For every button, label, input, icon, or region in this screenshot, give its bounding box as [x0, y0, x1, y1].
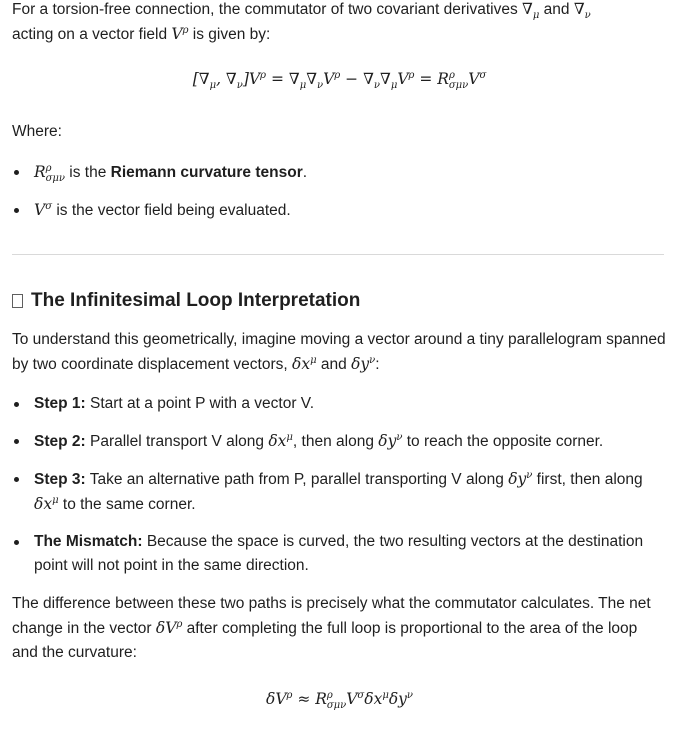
- list-item: Step 2: Parallel transport V along $\delta x^\mu$, then along $\delta y^\nu$ to reach the opposite corner.: [12, 429, 667, 454]
- where-label: Where:: [12, 123, 62, 140]
- intro-text-4: is given by:: [188, 26, 271, 43]
- section-divider: [12, 254, 664, 255]
- vector-v-rho: $V^\rho$: [171, 24, 189, 43]
- list-item: The Mismatch: Because the space is curved, the two resulting vectors at the destination point will not point in the same direction.: [12, 530, 667, 578]
- intro-paragraph: [12, 0, 667, 47]
- commutator-equation: [$\nabla_\mu$, $\nabla_\nu]V^\rho = \nabla_\mu\nabla_\nu V^\rho - \nabla_\nu\nabla_\mu V^\rho = R^\rho_{\sigma\mu\nu}V^\sigma$: [192, 69, 487, 92]
- list-item: $V^\sigma$ is the vector field being evaluated.: [12, 198, 667, 223]
- intro-text-3: acting on a vector field: [12, 26, 172, 43]
- section-heading: The Infinitesimal Loop Interpretation: [12, 288, 360, 314]
- definition-list: [12, 160, 667, 236]
- missing-glyph-icon: [12, 294, 23, 308]
- list-item: Step 1: Start at a point P with a vector V.: [12, 392, 667, 416]
- nabla-nu: $\nabla_\nu$: [573, 0, 591, 22]
- loop-equation: $\delta V^\rho \approx R^\rho_{\sigma\mu\nu}V^\sigma\delta x^\mu\delta y^\nu$: [265, 689, 414, 712]
- steps-list: [12, 392, 667, 591]
- difference-paragraph: The difference between these two paths is precisely what the commutator calculates. The net change in the vector $\delta V^\rho$ after completing the full loop is proportional to the area of the loop and the curvature:: [12, 595, 651, 661]
- list-item: $R^\rho_{\sigma\mu\nu}$ is the Riemann curvature tensor.: [12, 160, 667, 185]
- nabla-mu: $\nabla_\mu$: [522, 0, 540, 22]
- intro-text-1: For a torsion-free connection, the commutator of two covariant derivatives: [12, 1, 523, 18]
- loop-paragraph: To understand this geometrically, imagine moving a vector around a tiny parallelogram spanned by two coordinate displacement vectors, $\delta x^\mu$ and $\delta y^\nu$:: [12, 331, 666, 373]
- intro-text-2: and: [539, 1, 574, 18]
- list-item: Step 3: Take an alternative path from P, parallel transporting V along $\delta y^\nu$ first, then along $\delta x^\mu$ to the same corner.: [12, 467, 667, 517]
